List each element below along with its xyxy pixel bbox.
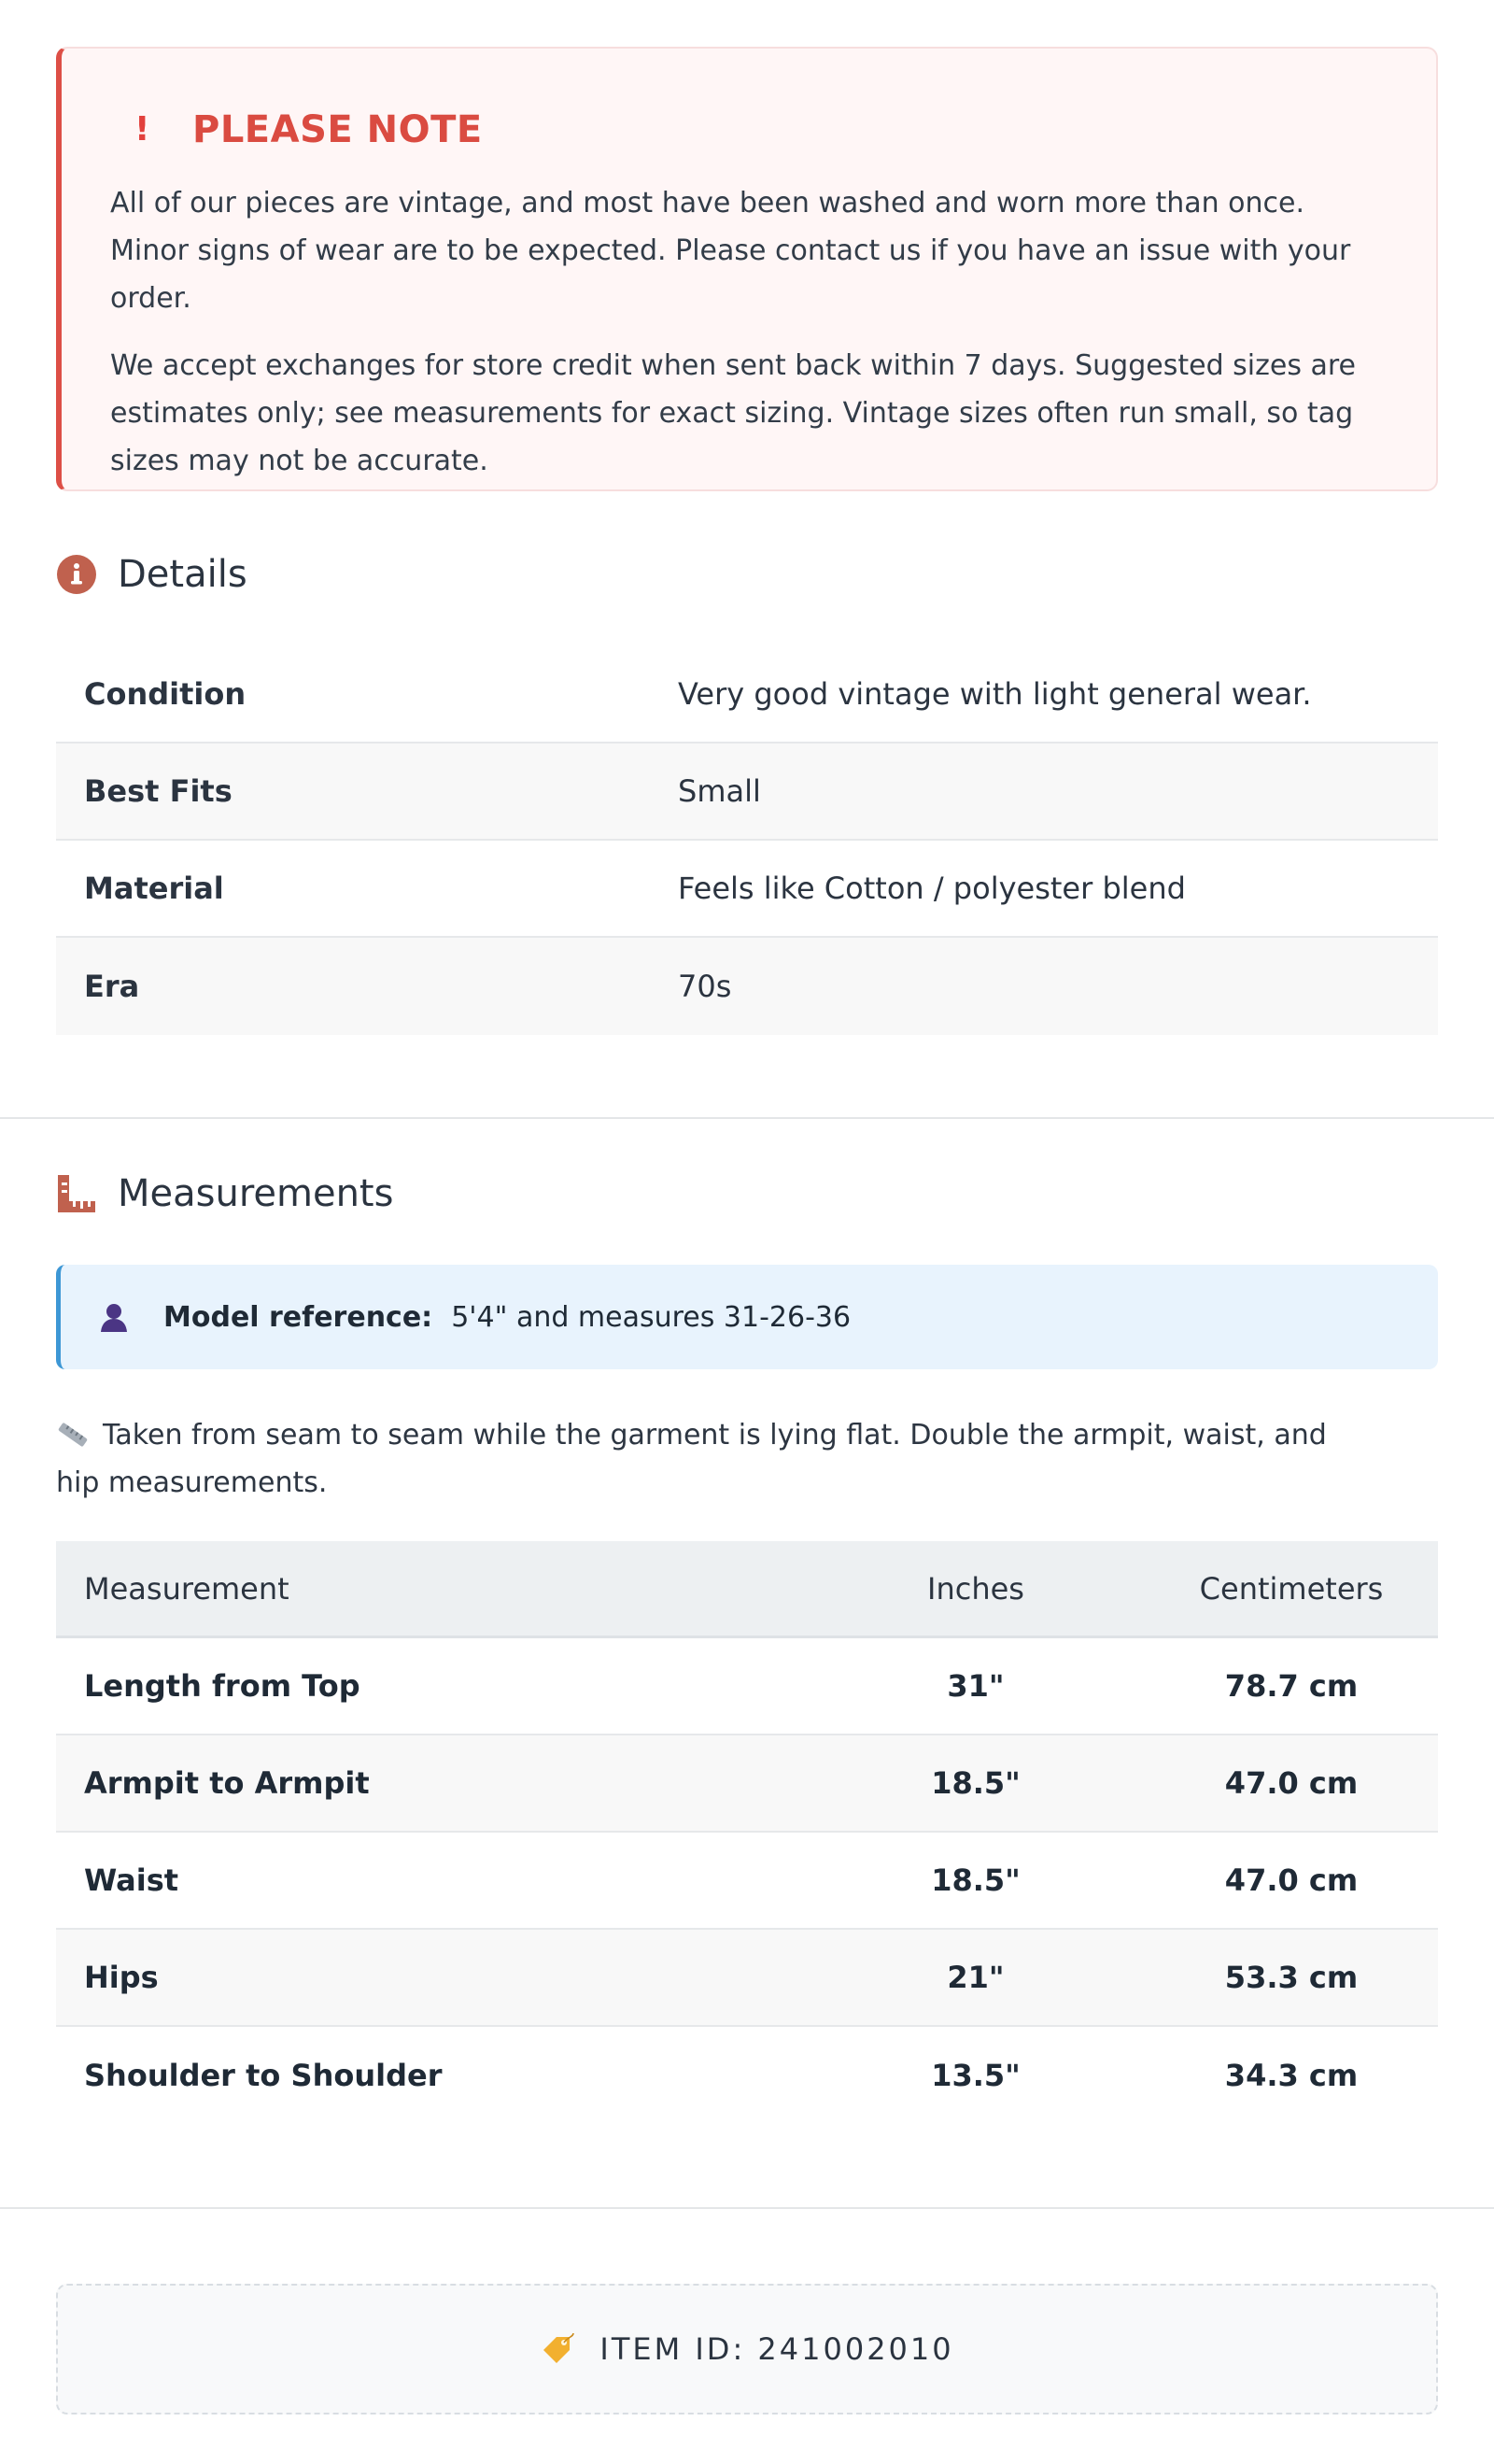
- instructions-text: Taken from seam to seam while the garment is lying flat. Double the armpit, waist, and hip measurements.: [56, 1419, 1327, 1499]
- table-row: [56, 1735, 1438, 1833]
- measurement-name: Hips: [84, 1960, 159, 1995]
- measurement-cm: 78.7 cm: [1224, 1668, 1359, 1704]
- measurements-table: [56, 1541, 1438, 2124]
- notice-header: [110, 106, 1388, 153]
- info-circle-icon: [56, 554, 97, 595]
- measurement-inches: 31": [947, 1668, 1005, 1704]
- details-row: [56, 743, 1438, 841]
- model-reference-value: 5'4" and measures 31-26-36: [451, 1300, 852, 1334]
- tag-icon: [540, 2331, 575, 2367]
- column-header-centimeters: Centimeters: [1199, 1570, 1384, 1607]
- notice-paragraph-2: We accept exchanges for store credit when sent back within 7 days. Suggested sizes are estimates only; see measurements for exact sizing. Vintage sizes often run small, so tag sizes may not be accurate.: [110, 349, 1357, 477]
- notice-paragraph-1: All of our pieces are vintage, and most have been washed and worn more than once. Minor signs of wear are to be expected. Please contact us if you have an issue with your order.: [110, 187, 1351, 315]
- measurement-name: Shoulder to Shoulder: [84, 2058, 443, 2093]
- model-reference-box: [56, 1265, 1438, 1369]
- details-label: Era: [84, 969, 140, 1004]
- table-row: [56, 1930, 1438, 2027]
- measurement-cm: 34.3 cm: [1224, 2058, 1359, 2093]
- measurements-heading: [56, 1172, 393, 1215]
- measurement-name: Armpit to Armpit: [84, 1765, 370, 1801]
- column-header-measurement: Measurement: [84, 1570, 289, 1607]
- measurement-cm: 53.3 cm: [1224, 1960, 1359, 1995]
- notice-title: PLEASE NOTE: [192, 108, 483, 151]
- details-heading: [56, 553, 247, 596]
- details-table: [56, 646, 1438, 1035]
- measurement-inches: 13.5": [931, 2058, 1021, 2093]
- measurement-inches: 18.5": [931, 1765, 1021, 1801]
- model-reference-label: Model reference:: [163, 1300, 433, 1334]
- table-header: [56, 1541, 1438, 1638]
- exclamation-icon: !: [134, 110, 150, 149]
- please-note-box: [56, 47, 1438, 491]
- item-id-text: ITEM ID: 241002010: [599, 2331, 954, 2367]
- table-row: [56, 1638, 1438, 1735]
- measurement-inches: 21": [947, 1960, 1005, 1995]
- details-label: Best Fits: [84, 773, 233, 809]
- measurement-name: Length from Top: [84, 1668, 360, 1704]
- measurement-cm: 47.0 cm: [1224, 1765, 1359, 1801]
- details-row: [56, 841, 1438, 938]
- section-divider: [0, 2207, 1494, 2209]
- details-value: 70s: [678, 969, 732, 1004]
- measurement-name: Waist: [84, 1862, 179, 1898]
- column-header-inches: Inches: [927, 1570, 1024, 1607]
- ruler-icon: [56, 1173, 97, 1214]
- item-id-box: [56, 2284, 1438, 2414]
- table-row: [56, 1833, 1438, 1930]
- details-value: Feels like Cotton / polyester blend: [678, 871, 1186, 906]
- table-row: [56, 2027, 1438, 2124]
- details-value: Very good vintage with light general wear.: [678, 676, 1312, 712]
- details-label: Material: [84, 871, 224, 906]
- details-label: Condition: [84, 676, 247, 712]
- person-icon: [98, 1301, 130, 1333]
- table-body: [56, 1638, 1438, 2124]
- section-divider: [0, 1117, 1494, 1119]
- measurement-inches: 18.5": [931, 1862, 1021, 1898]
- details-value: Small: [678, 773, 761, 809]
- measurement-instructions: [56, 1411, 1363, 1507]
- details-title: Details: [118, 553, 247, 596]
- details-row: [56, 646, 1438, 743]
- details-row: [56, 938, 1438, 1035]
- straight-ruler-icon: [56, 1422, 90, 1448]
- measurement-cm: 47.0 cm: [1224, 1862, 1359, 1898]
- measurements-title: Measurements: [118, 1172, 394, 1215]
